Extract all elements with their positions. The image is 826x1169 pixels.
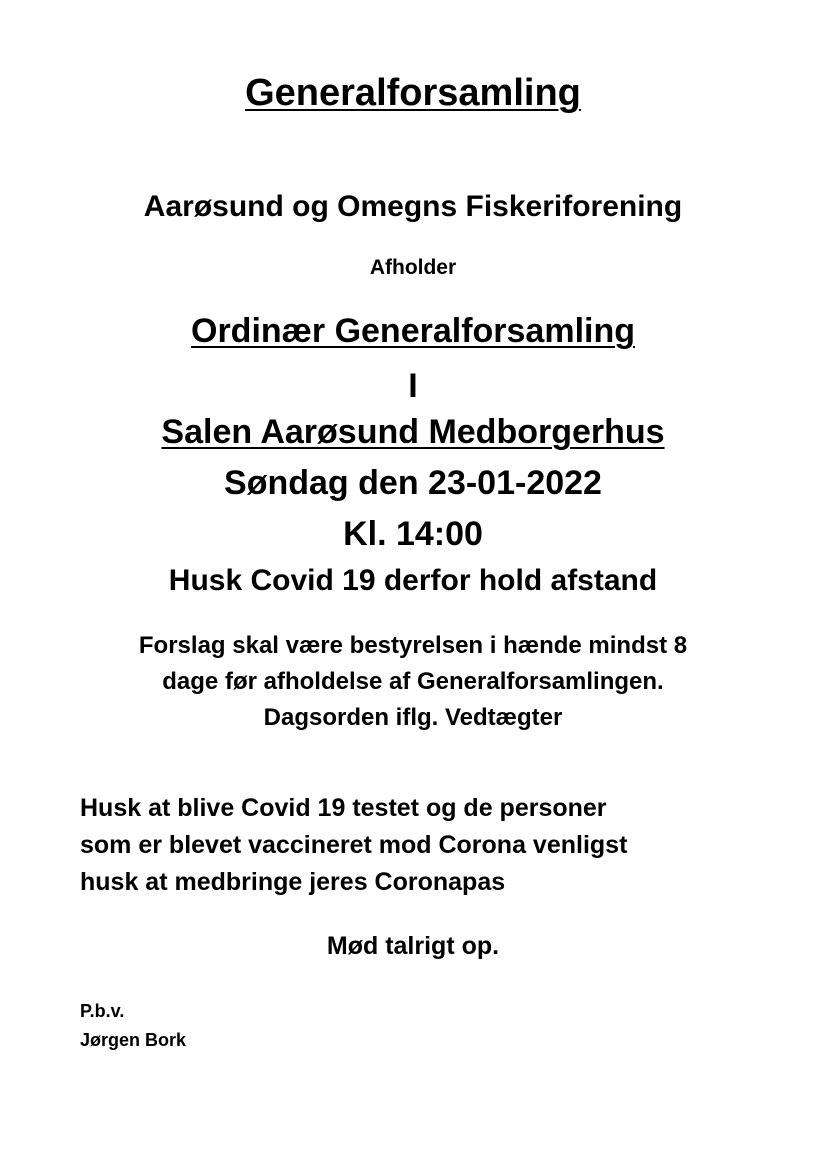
closing-text: Mød talrigt op.: [326, 932, 500, 960]
meeting-type: Ordinær Generalforsamling: [191, 312, 635, 350]
covid-line: Husk at blive Covid 19 testet og de personer: [80, 794, 607, 822]
organization-name: Aarøsund og Omegns Fiskeriforening: [143, 190, 683, 223]
venue: Salen Aarøsund Medborgerhus: [161, 413, 665, 451]
proposal-line: Dagsorden iflg. Vedtægter: [263, 704, 563, 731]
covid-line: som er blevet vaccineret mod Corona venligst: [80, 831, 628, 859]
covid-line: husk at medbringe jeres Coronapas: [80, 868, 506, 896]
proposal-line: Forslag skal være bestyrelsen i hænde mindst 8: [138, 632, 688, 659]
signature-name: Jørgen Bork: [80, 1030, 187, 1050]
connector-text: I: [408, 367, 418, 405]
document-title: Generalforsamling: [245, 72, 581, 114]
covid-paragraph: [80, 790, 780, 901]
covid-notice: Husk Covid 19 derfor hold afstand: [168, 564, 658, 597]
proposal-line: dage før afholdelse af Generalforsamlingen.: [162, 668, 664, 695]
signature-pbv: P.b.v.: [80, 1001, 125, 1021]
meeting-date: Søndag den 23-01-2022: [224, 464, 602, 502]
proposal-paragraph: [60, 628, 766, 736]
meeting-time: Kl. 14:00: [343, 515, 483, 553]
afholder-text: Afholder: [369, 256, 457, 279]
signature-block: [80, 997, 186, 1055]
